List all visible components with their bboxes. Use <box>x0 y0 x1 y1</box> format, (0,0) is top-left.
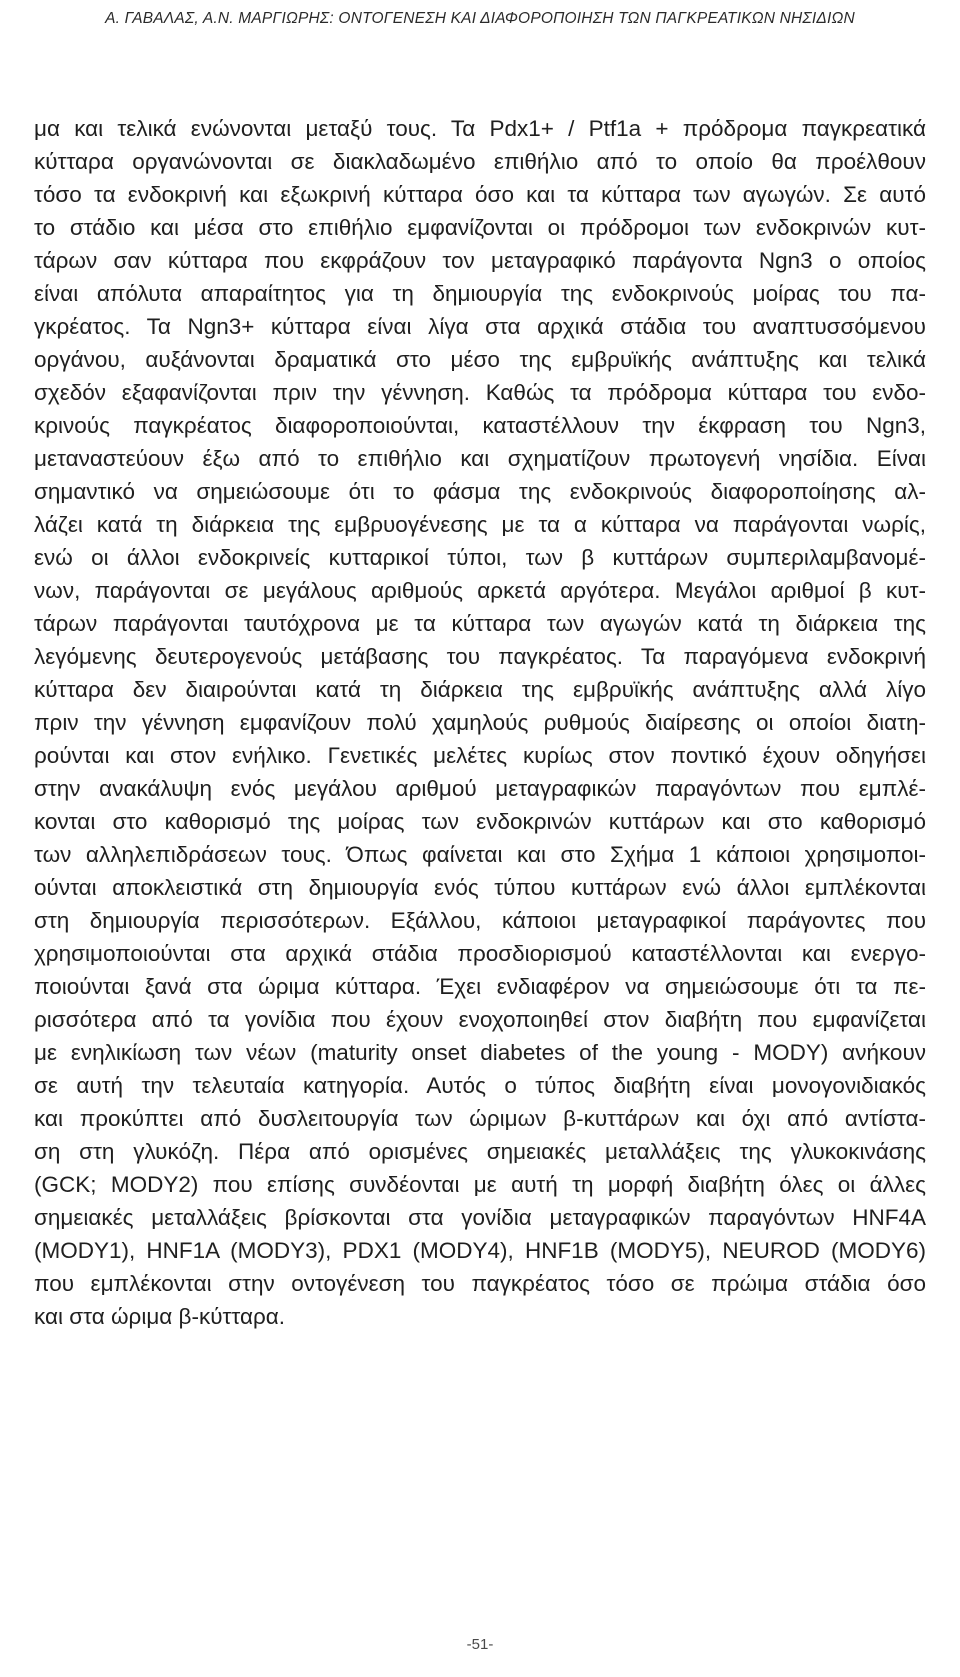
text-line: στην ανακάλυψη ενός μεγάλου αριθμού μεταγραφικών παραγόντων που εμπλέ- <box>34 776 926 801</box>
text-line: τάρων σαν κύτταρα που εκφράζουν τον μεταγραφικό παράγοντα Ngn3 ο οποίος <box>34 248 926 273</box>
text-line: κρινούς παγκρέατος διαφοροποιούνται, καταστέλλουν την έκφραση του Ngn3, <box>34 413 926 438</box>
text-line: μα και τελικά ενώνονται μεταξύ τους. Τα Pdx1+ / Ptf1a + πρόδρομα παγκρεατικά <box>34 116 926 141</box>
text-line: είναι απόλυτα απαραίτητος για τη δημιουργία της ενδοκρινούς μοίρας του πα- <box>34 281 926 306</box>
text-line: ση στη γλυκόζη. Πέρα από ορισμένες σημειακές μεταλλάξεις της γλυκοκινάσης <box>34 1139 926 1164</box>
text-line: που εμπλέκονται στην οντογένεση του παγκρέατος τόσο σε πρώιμα στάδια όσο <box>34 1271 926 1296</box>
text-line: σημαντικό να σημειώσουμε ότι το φάσμα της ενδοκρινούς διαφοροποίησης αλ- <box>34 479 926 504</box>
text-line: λεγόμενης δευτερογενούς μετάβασης του παγκρέατος. Τα παραγόμενα ενδοκρινή <box>34 644 926 669</box>
text-line: ποιούνται ξανά στα ώριμα κύτταρα. Έχει ενδιαφέρον να σημειώσουμε ότι τα πε- <box>34 974 926 999</box>
text-line: μεταναστεύουν έξω από το επιθήλιο και σχηματίζουν πρωτογενή νησίδια. Είναι <box>34 446 926 471</box>
text-line: σε αυτή την τελευταία κατηγορία. Αυτός ο τύπος διαβήτη είναι μονογονιδιακός <box>34 1073 926 1098</box>
text-line: ρισσότερα από τα γονίδια που έχουν ενοχοποιηθεί στον διαβήτη που εμφανίζεται <box>34 1007 926 1032</box>
text-line: με ενηλικίωση των νέων (maturity onset diabetes of the young - MODY) ανήκουν <box>34 1040 926 1065</box>
text-line: κύτταρα οργανώνονται σε διακλαδωμένο επιθήλιο από το οποίο θα προέλθουν <box>34 149 926 174</box>
text-line: (GCK; MODY2) που επίσης συνδέονται με αυτή τη μορφή διαβήτη όλες οι άλλες <box>34 1172 926 1197</box>
text-line: και προκύπτει από δυσλειτουργία των ώριμων β-κυττάρων και όχι από αντίστα- <box>34 1106 926 1131</box>
text-line: ρούνται και στον ενήλικο. Γενετικές μελέτες κυρίως στον ποντικό έχουν οδηγήσει <box>34 743 926 768</box>
text-line: λάζει κατά τη διάρκεια της εμβρυογένεσης με τα α κύτταρα να παράγονται νωρίς, <box>34 512 926 537</box>
text-line: γκρέατος. Τα Ngn3+ κύτταρα είναι λίγα στα αρχικά στάδια του αναπτυσσόμενου <box>34 314 926 339</box>
text-line: πριν την γέννηση εμφανίζουν πολύ χαμηλούς ρυθμούς διαίρεσης οι οποίοι διατη- <box>34 710 926 735</box>
text-line: κύτταρα δεν διαιρούνται κατά τη διάρκεια της εμβρυϊκής ανάπτυξης αλλά λίγο <box>34 677 926 702</box>
page-number: -51- <box>466 1636 494 1653</box>
running-header: Α. ΓΑΒΑΛΑΣ, Α.Ν. ΜΑΡΓΙΩΡΗΣ: ΟΝΤΟΓΕΝΕΣΗ ΚΑΙ ΔΙΑΦΟΡΟΠΟΙΗΣΗ ΤΩΝ ΠΑΓΚΡΕΑΤΙΚΩΝ ΝΗΣΙΔΙΩΝ <box>105 10 855 27</box>
text-line: (MODY1), HNF1A (MODY3), PDX1 (MODY4), HNF1B (MODY5), NEUROD (MODY6) <box>34 1238 926 1263</box>
text-line: των αλληλεπιδράσεων τους. Όπως φαίνεται και στο Σχήμα 1 κάποιοι χρησιμοποι- <box>34 842 926 867</box>
text-line: νων, παράγονται σε μεγάλους αριθμούς αρκετά αργότερα. Μεγάλοι αριθμοί β κυτ- <box>34 578 926 603</box>
text-line: στη δημιουργία περισσότερων. Εξάλλου, κάποιοι μεταγραφικοί παράγοντες που <box>34 908 926 933</box>
text-line: κονται στο καθορισμό της μοίρας των ενδοκρινών κυττάρων και στο καθορισμό <box>34 809 926 834</box>
text-line: σημειακές μεταλλάξεις βρίσκονται στα γονίδια μεταγραφικών παραγόντων HNF4A <box>34 1205 926 1230</box>
text-line: και στα ώριμα β-κύτταρα. <box>34 1304 286 1329</box>
text-line: το στάδιο και μέσα στο επιθήλιο εμφανίζονται οι πρόδρομοι των ενδοκρινών κυτ- <box>34 215 926 240</box>
text-line: τάρων παράγονται ταυτόχρονα με τα κύτταρα των αγωγών κατά τη διάρκεια της <box>34 611 926 636</box>
text-line: ενώ οι άλλοι ενδοκρινείς κυτταρικοί τύποι, των β κυττάρων συμπεριλαμβανομέ- <box>34 545 926 570</box>
text-line: χρησιμοποιούνται στα αρχικά στάδια προσδιορισμού καταστέλλονται και ενεργο- <box>34 941 926 966</box>
body-text <box>34 112 926 1333</box>
text-line: οργάνου, αυξάνονται δραματικά στο μέσο της εμβρυϊκής ανάπτυξης και τελικά <box>34 347 926 372</box>
text-line: τόσο τα ενδοκρινή και εξωκρινή κύτταρα όσο και τα κύτταρα των αγωγών. Σε αυτό <box>34 182 926 207</box>
text-line: ούνται αποκλειστικά στη δημιουργία ενός τύπου κυττάρων ενώ άλλοι εμπλέκονται <box>34 875 926 900</box>
text-line: σχεδόν εξαφανίζονται πριν την γέννηση. Καθώς τα πρόδρομα κύτταρα του ενδο- <box>34 380 926 405</box>
